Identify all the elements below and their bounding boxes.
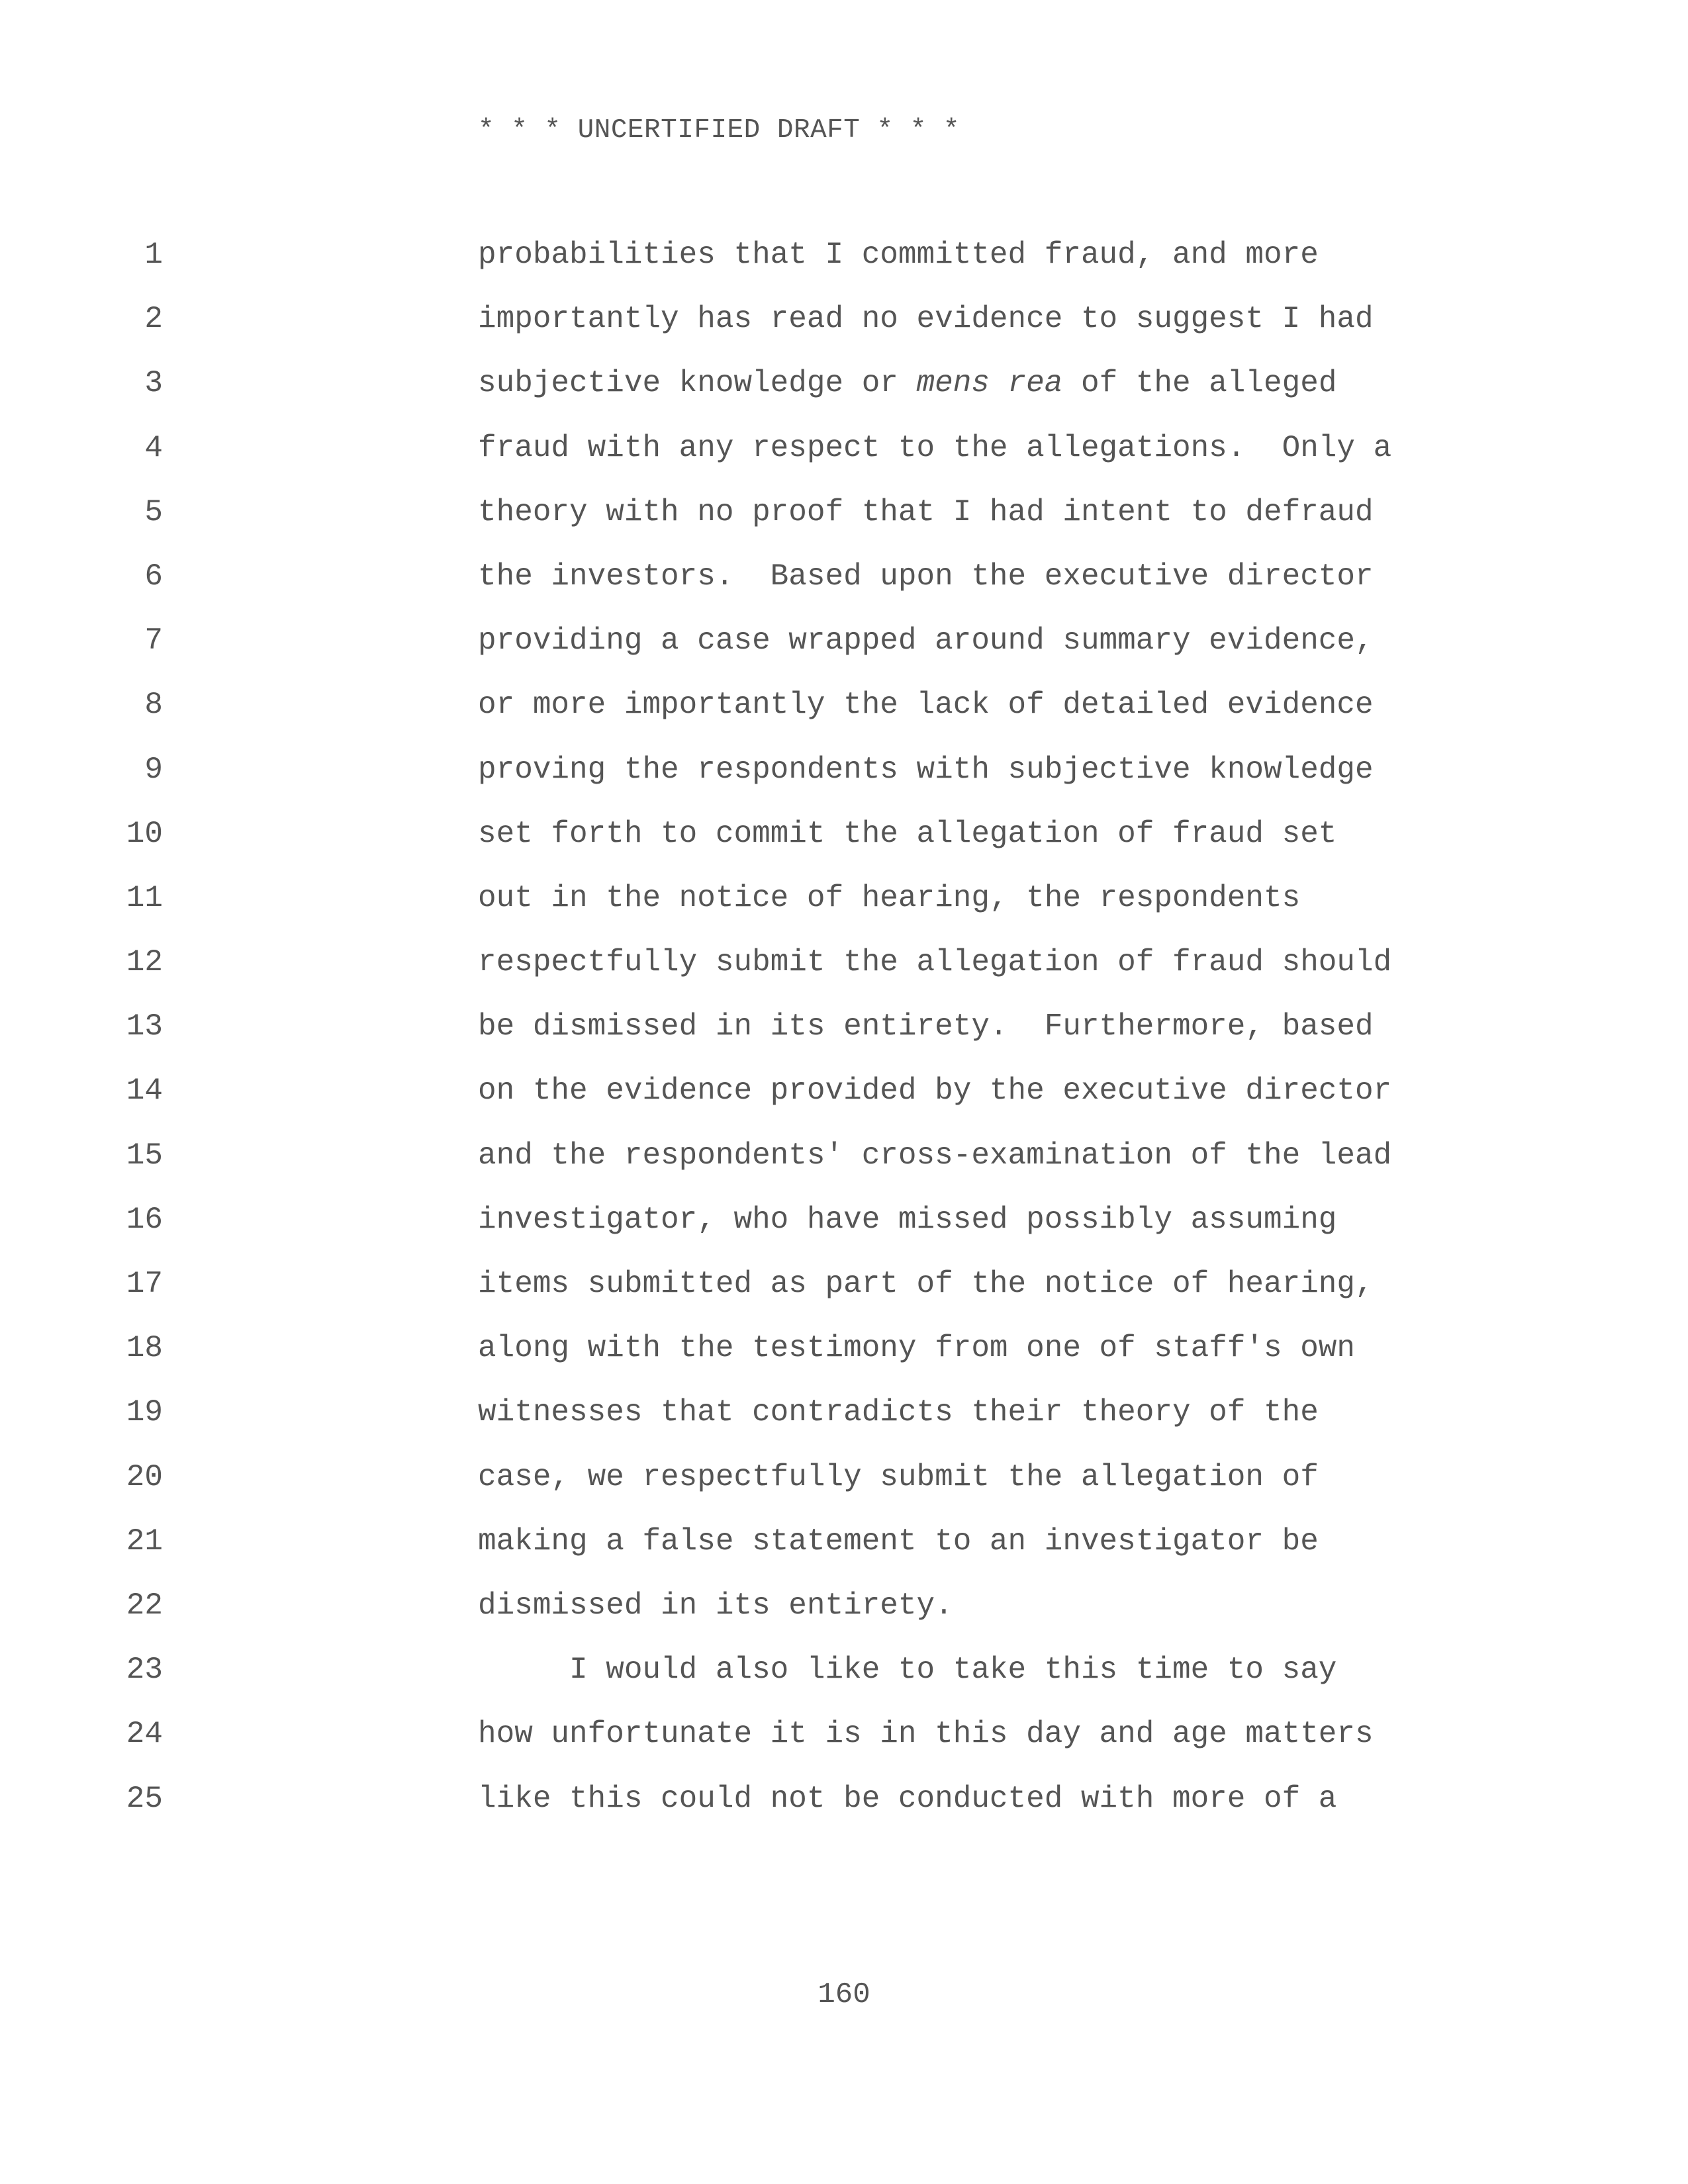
line-text: case, we respectfully submit the allegation of bbox=[478, 1459, 1319, 1494]
line-number: 16 bbox=[126, 1202, 163, 1237]
line-number: 13 bbox=[126, 1009, 163, 1044]
line-text: and the respondents' cross-examination of the lead bbox=[478, 1138, 1392, 1173]
transcript-line bbox=[0, 1068, 1688, 1132]
line-text bbox=[478, 360, 1336, 406]
line-text: out in the notice of hearing, the respondents bbox=[478, 880, 1301, 915]
line-text: respectfully submit the allegation of fraud should bbox=[478, 945, 1392, 980]
line-number: 8 bbox=[144, 688, 163, 723]
line-number: 11 bbox=[126, 880, 163, 915]
line-text-segment: subjective knowledge or bbox=[478, 366, 917, 401]
line-number: 6 bbox=[144, 559, 163, 594]
transcript-line bbox=[0, 1389, 1688, 1453]
transcript-line bbox=[0, 1647, 1688, 1711]
line-text: set forth to commit the allegation of fraud set bbox=[478, 816, 1337, 851]
line-number: 3 bbox=[144, 366, 163, 401]
line-text: making a false statement to an investigator be bbox=[478, 1524, 1319, 1559]
transcript-line bbox=[0, 1582, 1688, 1647]
line-number: 24 bbox=[126, 1717, 163, 1752]
line-number: 23 bbox=[126, 1653, 163, 1688]
transcript-line bbox=[0, 1711, 1688, 1775]
line-number: 18 bbox=[126, 1331, 163, 1366]
transcript-line bbox=[0, 553, 1688, 617]
transcript-line bbox=[0, 296, 1688, 360]
transcript-line bbox=[0, 232, 1688, 296]
line-number: 21 bbox=[126, 1524, 163, 1559]
transcript-line bbox=[0, 682, 1688, 746]
line-text: items submitted as part of the notice of hearing, bbox=[478, 1267, 1374, 1301]
line-text: the investors. Based upon the executive director bbox=[478, 559, 1374, 594]
line-number: 17 bbox=[126, 1267, 163, 1301]
transcript-line bbox=[0, 425, 1688, 489]
line-number: 14 bbox=[126, 1073, 163, 1109]
line-text: providing a case wrapped around summary evidence, bbox=[478, 623, 1374, 659]
line-number: 1 bbox=[144, 238, 163, 272]
transcript-body bbox=[0, 232, 1688, 1840]
line-text: or more importantly the lack of detailed evidence bbox=[478, 688, 1374, 723]
transcript-line bbox=[0, 1132, 1688, 1197]
line-text: probabilities that I committed fraud, and more bbox=[478, 238, 1319, 272]
line-number: 20 bbox=[126, 1459, 163, 1494]
transcript-line bbox=[0, 1518, 1688, 1582]
line-number: 4 bbox=[144, 430, 163, 465]
transcript-line bbox=[0, 811, 1688, 875]
transcript-line bbox=[0, 1325, 1688, 1389]
line-text: I would also like to take this time to say bbox=[478, 1653, 1337, 1688]
transcript-line bbox=[0, 1454, 1688, 1518]
draft-header: * * * UNCERTIFIED DRAFT * * * bbox=[478, 115, 961, 146]
transcript-line bbox=[0, 747, 1688, 811]
transcript-line bbox=[0, 360, 1688, 424]
line-text: theory with no proof that I had intent to defraud bbox=[478, 494, 1374, 529]
line-number: 10 bbox=[126, 816, 163, 851]
line-text: like this could not be conducted with more of a bbox=[478, 1781, 1337, 1816]
line-text: importantly has read no evidence to suggest I had bbox=[478, 302, 1374, 337]
page-number: 160 bbox=[818, 1978, 870, 2011]
line-number: 7 bbox=[144, 623, 163, 659]
line-text: investigator, who have missed possibly assuming bbox=[478, 1202, 1337, 1237]
transcript-line bbox=[0, 1776, 1688, 1840]
transcript-line bbox=[0, 939, 1688, 1003]
transcript-line bbox=[0, 875, 1688, 939]
line-text: proving the respondents with subjective knowledge bbox=[478, 752, 1374, 787]
line-number: 19 bbox=[126, 1395, 163, 1430]
transcript-line bbox=[0, 1261, 1688, 1325]
line-text: along with the testimony from one of staff's own bbox=[478, 1331, 1356, 1366]
line-text: witnesses that contradicts their theory of the bbox=[478, 1395, 1319, 1430]
transcript-line bbox=[0, 1003, 1688, 1068]
line-number: 15 bbox=[126, 1138, 163, 1173]
line-number: 12 bbox=[126, 945, 163, 980]
line-text: how unfortunate it is in this day and age matters bbox=[478, 1717, 1374, 1752]
line-number: 5 bbox=[144, 494, 163, 529]
line-number: 2 bbox=[144, 302, 163, 337]
line-number: 25 bbox=[126, 1781, 163, 1816]
line-text: on the evidence provided by the executive director bbox=[478, 1073, 1392, 1109]
transcript-line bbox=[0, 489, 1688, 553]
line-text: fraud with any respect to the allegations. Only a bbox=[478, 430, 1392, 465]
line-text-segment: of the alleged bbox=[1062, 366, 1337, 401]
italic-term: mens rea bbox=[916, 366, 1063, 401]
line-number: 22 bbox=[126, 1588, 163, 1623]
transcript-line bbox=[0, 1197, 1688, 1261]
line-text: dismissed in its entirety. bbox=[478, 1588, 953, 1623]
line-number: 9 bbox=[144, 752, 163, 787]
line-text: be dismissed in its entirety. Furthermore, based bbox=[478, 1009, 1374, 1044]
transcript-line bbox=[0, 617, 1688, 682]
